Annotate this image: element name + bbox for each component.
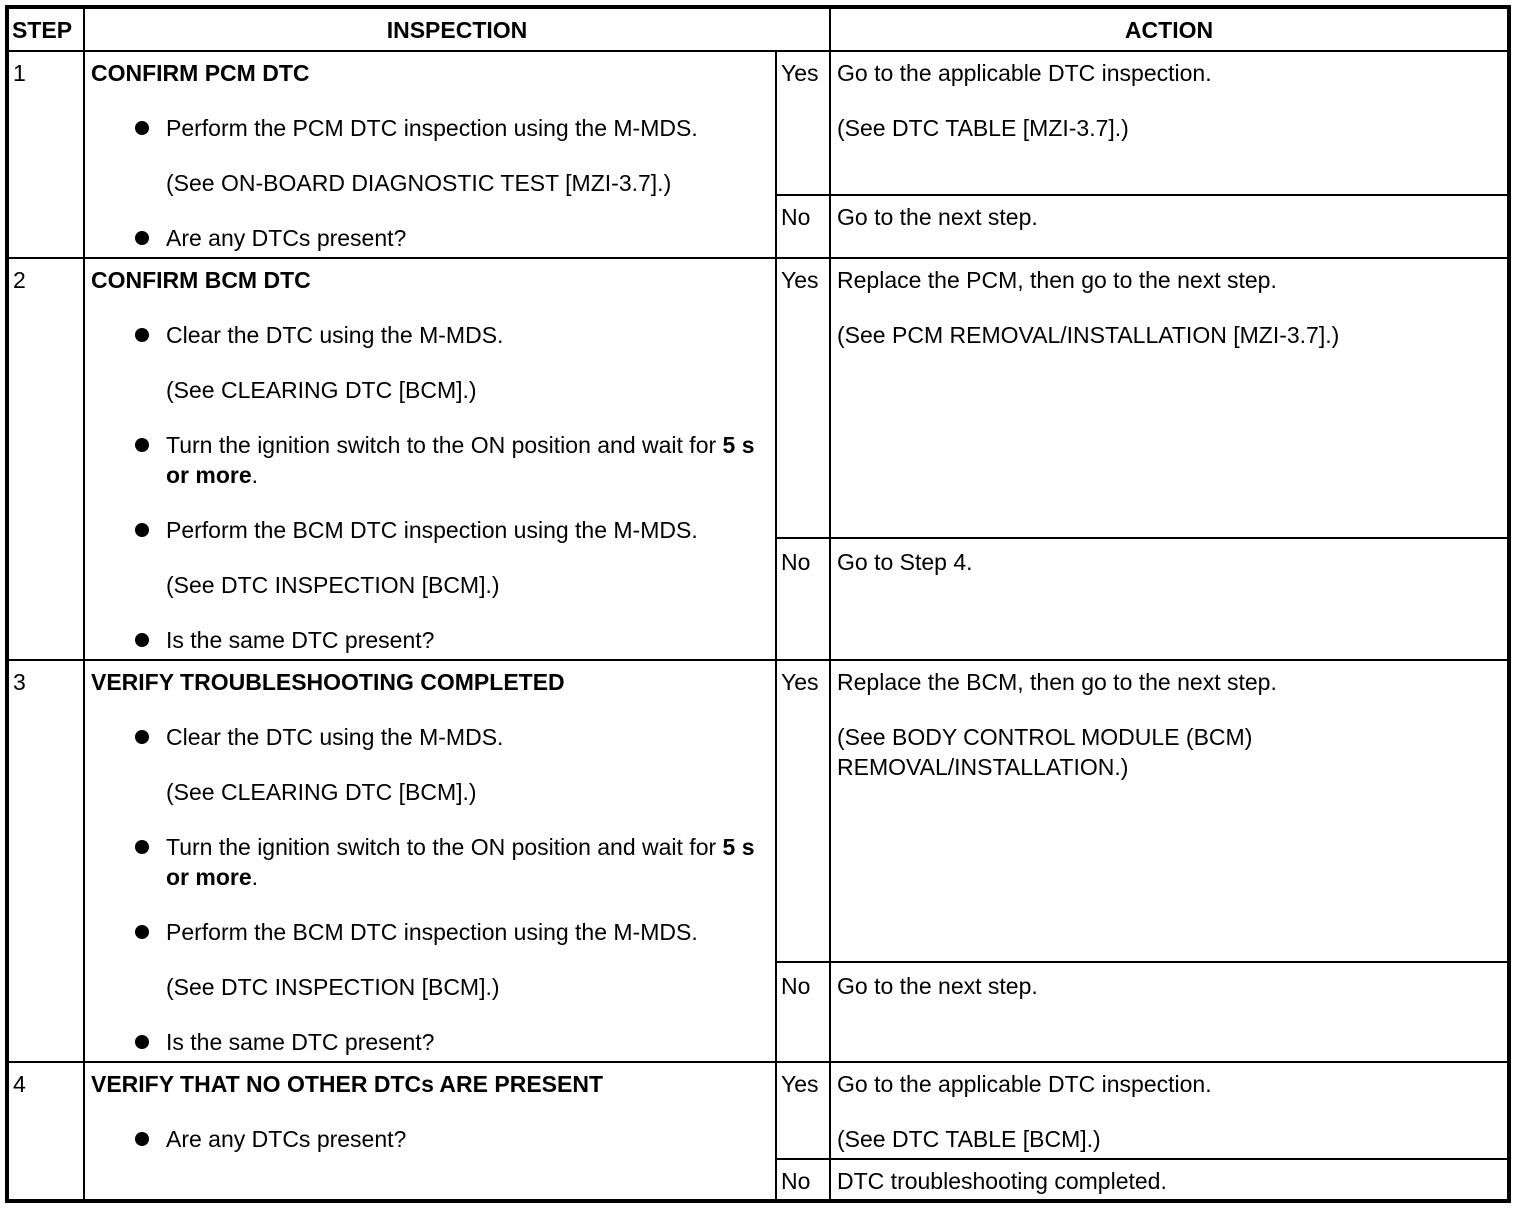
no-label: No <box>776 195 830 258</box>
inspection-reference: (See ON-BOARD DIAGNOSTIC TEST [MZI-3.7].) <box>166 170 672 196</box>
table-row <box>7 660 1509 962</box>
inspection-cell <box>84 1062 776 1201</box>
yes-action: Go to the applicable DTC inspection. <box>837 60 1212 86</box>
inspection-cell <box>84 258 776 660</box>
inspection-bullet: Perform the PCM DTC inspection using the M-MDS. <box>91 113 775 143</box>
inspection-bullet: Are any DTCs present? <box>91 223 775 253</box>
inspection-cell <box>84 660 776 1062</box>
bullet-icon <box>135 328 149 342</box>
yes-action: Replace the PCM, then go to the next step. <box>837 267 1277 293</box>
action-header: ACTION <box>830 7 1509 51</box>
inspection-header: INSPECTION <box>84 7 830 51</box>
bullet-icon <box>135 1035 149 1049</box>
table-row <box>7 258 1509 538</box>
yes-label: Yes <box>776 51 830 195</box>
table-row <box>7 1062 1509 1159</box>
bullet-icon <box>135 523 149 537</box>
yes-action-cell <box>830 1062 1509 1159</box>
yes-action-reference: (See BODY CONTROL MODULE (BCM) REMOVAL/INSTALLATION.) <box>837 724 1253 780</box>
inspection-title: CONFIRM PCM DTC <box>91 60 310 86</box>
inspection-reference: (See DTC INSPECTION [BCM].) <box>166 974 500 1000</box>
inspection-bullet: Is the same DTC present? <box>91 1027 775 1057</box>
step-number: 1 <box>7 51 84 258</box>
yes-action-reference: (See DTC TABLE [MZI-3.7].) <box>837 115 1129 141</box>
bullet-icon <box>135 925 149 939</box>
inspection-bullet: Turn the ignition switch to the ON position and wait for 5 s or more. <box>91 832 775 892</box>
inspection-reference: (See CLEARING DTC [BCM].) <box>166 779 477 805</box>
yes-label: Yes <box>776 660 830 962</box>
inspection-title: CONFIRM BCM DTC <box>91 267 311 293</box>
yes-action-cell <box>830 660 1509 962</box>
no-label: No <box>776 538 830 660</box>
no-action: DTC troubleshooting completed. <box>830 1159 1509 1201</box>
step-number: 3 <box>7 660 84 1062</box>
bullet-icon <box>135 438 149 452</box>
inspection-bullet: Perform the BCM DTC inspection using the M-MDS. <box>91 917 775 947</box>
bullet-icon <box>135 1132 149 1146</box>
header-row <box>7 7 1509 51</box>
no-label: No <box>776 962 830 1062</box>
yes-label: Yes <box>776 258 830 538</box>
inspection-bullet: Clear the DTC using the M-MDS. <box>91 320 775 350</box>
bullet-icon <box>135 730 149 744</box>
table-row <box>7 51 1509 195</box>
inspection-bullet: Is the same DTC present? <box>91 625 775 655</box>
yes-action-cell <box>830 258 1509 538</box>
bullet-icon <box>135 633 149 647</box>
step-number: 2 <box>7 258 84 660</box>
bullet-icon <box>135 231 149 245</box>
no-action: Go to Step 4. <box>830 538 1509 660</box>
no-action: Go to the next step. <box>830 962 1509 1062</box>
yes-action-reference: (See DTC TABLE [BCM].) <box>837 1126 1101 1152</box>
inspection-reference: (See CLEARING DTC [BCM].) <box>166 377 477 403</box>
step-number: 4 <box>7 1062 84 1201</box>
yes-action-reference: (See PCM REMOVAL/INSTALLATION [MZI-3.7].) <box>837 322 1340 348</box>
inspection-reference: (See DTC INSPECTION [BCM].) <box>166 572 500 598</box>
yes-action: Go to the applicable DTC inspection. <box>837 1071 1212 1097</box>
inspection-bullet: Turn the ignition switch to the ON position and wait for 5 s or more. <box>91 430 775 490</box>
diagnostic-table <box>5 5 1511 1203</box>
inspection-title: VERIFY TROUBLESHOOTING COMPLETED <box>91 669 565 695</box>
inspection-bullet: Are any DTCs present? <box>91 1124 775 1154</box>
no-label: No <box>776 1159 830 1201</box>
bullet-icon <box>135 121 149 135</box>
yes-action-cell <box>830 51 1509 195</box>
inspection-cell <box>84 51 776 258</box>
inspection-title: VERIFY THAT NO OTHER DTCs ARE PRESENT <box>91 1071 604 1097</box>
yes-action: Replace the BCM, then go to the next step. <box>837 669 1277 695</box>
inspection-bullet: Clear the DTC using the M-MDS. <box>91 722 775 752</box>
bullet-icon <box>135 840 149 854</box>
inspection-bullet: Perform the BCM DTC inspection using the M-MDS. <box>91 515 775 545</box>
step-header: STEP <box>7 7 84 51</box>
yes-label: Yes <box>776 1062 830 1159</box>
no-action: Go to the next step. <box>830 195 1509 258</box>
